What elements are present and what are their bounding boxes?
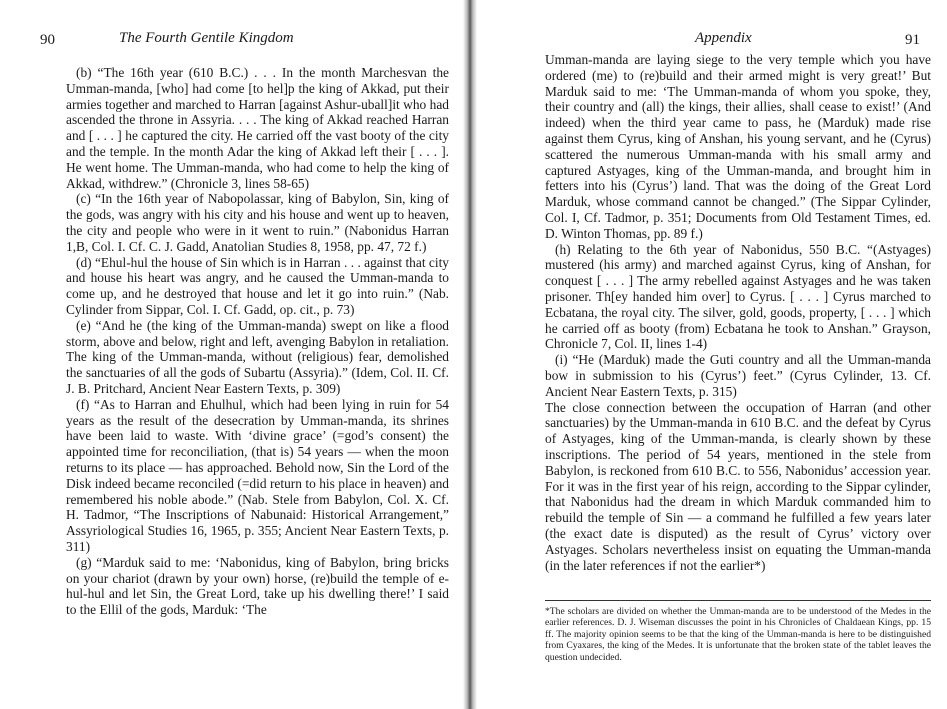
- footnote-rule: [545, 600, 931, 601]
- paragraph-f: (f) “As to Harran and Ehulhul, which had been lying in ruin for 54 years as the result of the desecration by Umman-manda, its shrines have been laid to waste. With ‘divine grace’ (=god’s consent) the appointed time for reconciliation, (that is) 54 years — when the moon returns to its place — has approached. Behold now, Sin the Lord of the Disk indeed became reconciled (=did return to his place in heaven) and remembered his noble abode.” (Nab. Stele from Babylon, Col. X. Cf. H. Tadmor, “The Inscriptions of Nabunaid: Historical Arrangement,” Assyriological Studies 16, 1965, p. 355; Ancient Near Eastern Texts, p. 311): [66, 396, 449, 554]
- running-head: The Fourth Gentile Kingdom: [119, 30, 294, 46]
- paragraph-c: (c) “In the 16th year of Nabopolassar, king of Babylon, Sin, king of the gods, was angry with his city and his house and went up to heaven, the city and people who were in it went to ruin.” (Nabonidus Harran 1,B, Col. I. Cf. C. J. Gadd, Anatolian Studies 8, 1958, pp. 47, 72 f.): [66, 191, 449, 254]
- page-number: 90: [40, 32, 55, 48]
- paragraph-i: (i) “He (Marduk) made the Guti country and all the Umman-manda bow in submission to his (Cyrus’) feet.” (Cyrus Cylinder, 13. Cf. Ancient Near Eastern Texts, p. 315): [545, 352, 931, 399]
- paragraph-b: (b) “The 16th year (610 B.C.) . . . In the month Marchesvan the Umman-manda, [who] had come [to hel]p the king of Akkad, put their armies together and marched to Harran [against Ashur-uball]it who had ascended the throne in Assyria. . . . The king of Akkad reached Harran and [ . . . ] he captured the city. He carried off the vast booty of the city and the temple. In the month Adar the king of Akkad left their [ . . . ]. He went home. The Umman-manda, who had come to help the king of Akkad, withdrew.” (Chronicle 3, lines 58-65): [66, 65, 449, 191]
- paragraph-d: (d) “Ehul-hul the house of Sin which is in Harran . . . against that city and house his heart was angry, and he caused the Umman-manda to come up, and he destroyed that house and let it go into ruin.” (Nab. Cylinder from Sippar, Col. I. Cf. Gadd, op. cit., p. 73): [66, 254, 449, 317]
- left-body: [66, 65, 449, 618]
- paragraph-g: (g) “Marduk said to me: ‘Nabonidus, king of Babylon, bring bricks on your chariot (drawn by your own) horse, (re)build the temple of e-hul-hul and let Sin, the Great Lord, take up his dwelling there!’ I said to the Ellil of the gods, Marduk: ‘The: [66, 554, 449, 618]
- paragraph-e: (e) “And he (the king of the Umman-manda) swept on like a flood storm, above and below, right and left, avenging Babylon in retaliation. The king of the Umman-manda, without (religious) fear, demolished the sanctuaries of all the gods of Subartu (Assyria).” (Idem, Col. II. Cf. J. B. Pritchard, Ancient Near Eastern Texts, p. 309): [66, 317, 449, 396]
- page-number: 91: [905, 32, 920, 48]
- paragraph-h: (h) Relating to the 6th year of Nabonidus, 550 B.C. “(Astyages) mustered (his army) and marched against Cyrus, king of Anshan, for conquest [ . . . ] The army rebelled against Astyages and he was taken prisoner. Th[ey handed him over] to Cyrus. [ . . . ] Cyrus marched to Ecbatana, the royal city. The silver, gold, goods, property, [ . . . ] which he carried off as booty (from) Ecbatana he took to Anshan.” Grayson, Chronicle 7, Col. II, lines 1-4): [545, 241, 931, 352]
- right-page: [477, 0, 947, 709]
- book-gutter: [463, 0, 477, 709]
- paragraph-continued: Umman-manda are laying siege to the very temple which you have ordered (me) to (re)build and their armed might is very great!’ But Marduk said to me: ‘The Umman-manda of whom you spoke, they, their country and (all) the kings, their allies, shall cease to exist!’ (And indeed) when the third year came to pass, he (Marduk) made rise against them Cyrus, king of Anshan, his young servant, and he (Cyrus) scattered the numerous Umman-manda with his small army and captured Astyages, king of the Umman-manda, and brought him in fetters into his (Cyrus’) land. That was the doing of the Great Lord Marduk, whose command cannot be changed.” (The Sippar Cylinder, Col. I, Cf. Tadmor, p. 351; Documents from Old Testament Times, ed. D. Winton Thomas, pp. 89 f.): [545, 52, 931, 241]
- paragraph-discussion: The close connection between the occupation of Harran (and other sanctuaries) by the Umman-manda in 610 B.C. and the defeat by Cyrus of Astyages, king of the Umman-manda, is clearly shown by these inscriptions. The period of 54 years, mentioned in the stele from Babylon, is reckoned from 610 B.C. to 556, Nabonidus’ accession year. For it was in the first year of his reign, according to the Sippar cylinder, that Nabonidus had the dream in which Marduk commanded him to rebuild the temple of Sin — a command he fulfilled a few years later (the exact date is disputed) as the result of Cyrus’ victory over Astyages. Scholars nevertheless insist on equating the Umman-manda (in the later references if not the earlier*): [545, 399, 931, 573]
- running-head: Appendix: [695, 30, 752, 46]
- footnote: *The scholars are divided on whether the Umman-manda are to be understood of the Medes in the earlier references. D. J. Wiseman discusses the point in his Chronicles of Chaldaean Kings, pp. 15 ff. The majority opinion seems to be that the king of the Umman-manda is here to be distinguished from Cyaxares, the king of the Medes. It is unfortunate that the broken state of the tablet leaves the question undecided.: [545, 606, 931, 663]
- left-page: [0, 0, 463, 709]
- right-body: [545, 52, 931, 573]
